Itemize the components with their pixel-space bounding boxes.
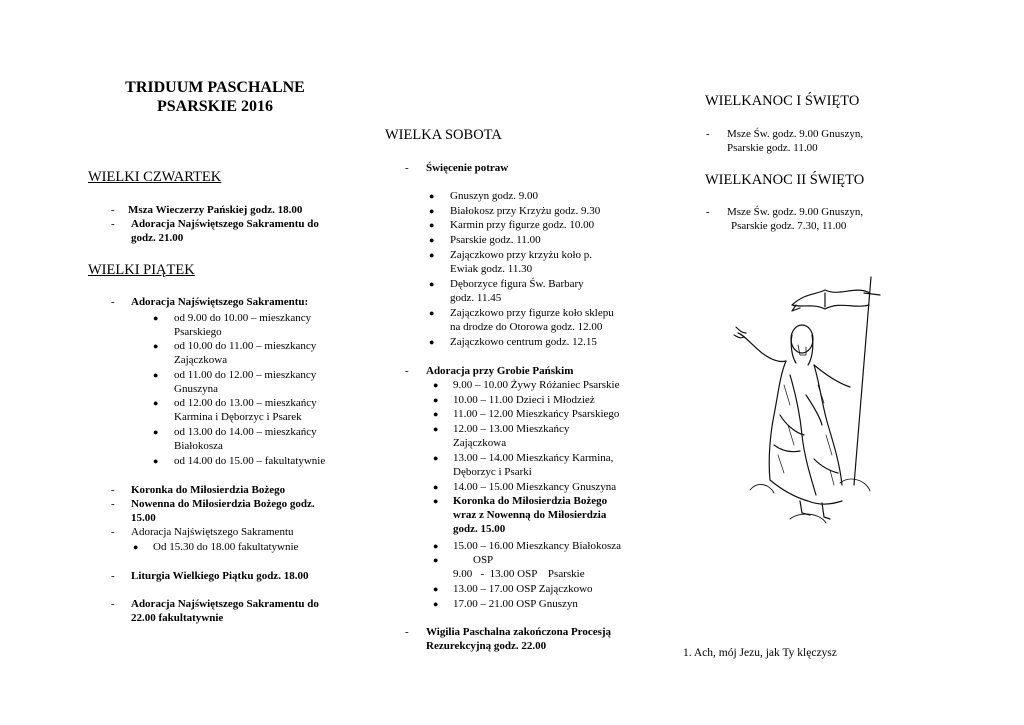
dash: -: [706, 206, 710, 218]
bullet-icon: ●: [153, 313, 159, 323]
dash: -: [111, 204, 115, 216]
friday-slot-cont: Zajączkowa: [174, 354, 228, 366]
place: Psarskie godz. 11.00: [450, 234, 541, 246]
grob-slot: 14.00 – 15.00 Mieszkancy Gnuszyna: [453, 481, 617, 493]
dash: -: [111, 598, 115, 610]
saturday-heading: WIELKA SOBOTA: [385, 127, 502, 143]
friday-slot-cont: Psarskiego: [174, 326, 222, 338]
grob-slot: 10.00 – 11.00 Dzieci i Młodzież: [453, 394, 595, 406]
grob-slot: 9.00 – 10.00 Żywy Różaniec Psarskie: [453, 379, 620, 391]
koronka: Koronka do Miłosierdzia Bożego: [131, 484, 286, 496]
adoracja-3-time: 22.00 fakultatywnie: [131, 612, 224, 624]
wigilia-time: Rezurekcyjną godz. 22.00: [426, 640, 547, 652]
dash: -: [111, 526, 115, 538]
grob-koronka: Koronka do Miłosierdzia Bożego: [453, 495, 608, 507]
bullet-icon: ●: [429, 337, 435, 347]
grob-slot: 17.00 – 21.00 OSP Gnuszyn: [453, 598, 578, 610]
grob-slot: 11.00 – 12.00 Mieszkańcy Psarskiego: [453, 408, 620, 420]
grob-heading: Adoracja przy Grobie Pańskim: [426, 365, 574, 377]
place-cont: Ewiak godz. 11.30: [450, 263, 533, 275]
bullet-icon: ●: [429, 308, 435, 318]
bullet-icon: ●: [429, 279, 435, 289]
thursday-adoration: Adoracja Najświętszego Sakramentu do: [131, 218, 319, 230]
grob-slot: 15.00 – 16.00 Mieszkancy Białokosza: [453, 540, 622, 552]
thursday-heading: WIELKI CZWARTEK: [88, 169, 222, 185]
grob-osp-psarskie: 9.00 - 13.00 OSP Psarskie: [453, 568, 585, 580]
bullet-icon: ●: [153, 398, 159, 408]
grob-osp: OSP: [473, 554, 494, 566]
friday-slot-cont: Gnuszyna: [174, 383, 218, 395]
place-cont: godz. 11.45: [450, 292, 502, 304]
friday-slot: od 12.00 do 13.00 – mieszkańcy: [174, 397, 317, 409]
song-line: 1. Ach, mój Jezu, jak Ty klęczysz: [683, 647, 837, 659]
dash: -: [405, 162, 409, 174]
place: Białokosz przy Krzyżu godz. 9.30: [450, 205, 601, 217]
nowenna: Nowenna do Miłosierdzia Bożego godz.: [131, 498, 315, 510]
bullet-icon: ●: [433, 555, 439, 565]
bullet-icon: ●: [433, 496, 439, 506]
easter-day1-mass: Msze Św. godz. 9.00 Gnuszyn,: [727, 128, 864, 140]
risen-christ-illustration: [730, 275, 890, 545]
adoracja-2: Adoracja Najświętszego Sakramentu: [131, 526, 294, 538]
thursday-mass: Msza Wieczerzy Pańskiej godz. 18.00: [128, 204, 303, 216]
dash: -: [405, 365, 409, 377]
bullet-icon: ●: [433, 424, 439, 434]
easter-day2-mass: Msze Św. godz. 9.00 Gnuszyn,: [727, 206, 864, 218]
wigilia: Wigilia Paschalna zakończona Procesją: [426, 626, 612, 638]
friday-slot: od 13.00 do 14.00 – mieszkańcy: [174, 426, 317, 438]
title-line-2: PSARSKIE 2016: [156, 98, 274, 115]
bullet-icon: ●: [133, 542, 139, 552]
easter-day1-heading: WIELKANOC I ŚWIĘTO: [705, 93, 860, 109]
grob-slot: 13.00 – 14.00 Mieszkańcy Karmina,: [453, 452, 614, 464]
friday-slot: od 9.00 do 10.00 – mieszkancy: [174, 312, 312, 324]
thursday-adoration-time: godz. 21.00: [131, 232, 184, 244]
grob-koronka-cont: wraz z Nowenną do Miłosierdzia: [453, 509, 607, 521]
easter-day1-mass-cont: Psarskie godz. 11.00: [727, 142, 818, 154]
dash: -: [111, 498, 115, 510]
bullet-icon: ●: [433, 584, 439, 594]
nowenna-time: 15.00: [131, 512, 156, 524]
bullet-icon: ●: [433, 409, 439, 419]
place-cont: na drodze do Otorowa godz. 12.00: [450, 321, 603, 333]
place: Zajączkowo przy krzyżu koło p.: [450, 249, 593, 261]
od-1530: Od 15.30 do 18.00 fakultatywnie: [153, 541, 299, 553]
dash: -: [111, 570, 115, 582]
place: Karmin przy figurze godz. 10.00: [450, 219, 595, 231]
adoracja-3: Adoracja Najświętszego Sakramentu do: [131, 598, 319, 610]
place: Gnuszyn godz. 9.00: [450, 190, 538, 202]
friday-slot: od 10.00 do 11.00 – mieszkancy: [174, 340, 317, 352]
bullet-icon: ●: [433, 599, 439, 609]
bullet-icon: ●: [153, 456, 159, 466]
friday-slot-cont: Białokosza: [174, 440, 223, 452]
place: Zajączkowo centrum godz. 12.15: [450, 336, 597, 348]
bullet-icon: ●: [429, 206, 435, 216]
bullet-icon: ●: [153, 370, 159, 380]
dash: -: [111, 296, 115, 308]
bullet-icon: ●: [433, 453, 439, 463]
dash: -: [706, 128, 710, 140]
dash: -: [111, 218, 115, 230]
easter-day2-heading: WIELKANOC II ŚWIĘTO: [705, 172, 865, 188]
easter-day2-mass-cont: Psarskie godz. 7.30, 11.00: [731, 220, 847, 232]
grob-koronka-time: godz. 15.00: [453, 523, 506, 535]
friday-slot: od 11.00 do 12.00 – mieszkancy: [174, 369, 317, 381]
swiecenie: Święcenie potraw: [426, 162, 509, 174]
friday-heading: WIELKI PIĄTEK: [88, 262, 195, 278]
bullet-icon: ●: [429, 235, 435, 245]
liturgia: Liturgia Wielkiego Piątku godz. 18.00: [131, 570, 309, 582]
bullet-icon: ●: [153, 427, 159, 437]
title-line-1: TRIDUUM PASCHALNE: [125, 79, 305, 96]
bullet-icon: ●: [433, 482, 439, 492]
friday-slot: od 14.00 do 15.00 – fakultatywnie: [174, 455, 326, 467]
dash: -: [405, 626, 409, 638]
bullet-icon: ●: [433, 541, 439, 551]
bullet-icon: ●: [429, 250, 435, 260]
bullet-icon: ●: [433, 395, 439, 405]
grob-slot-cont: Zajączkowa: [453, 437, 507, 449]
dash: -: [111, 484, 115, 496]
friday-slot-cont: Karmina i Dęborzyc i Psarek: [174, 411, 302, 423]
friday-adoration: Adoracja Najświętszego Sakramentu:: [131, 296, 309, 308]
place: Dęborzyce figura Św. Barbary: [450, 278, 584, 290]
bullet-icon: ●: [433, 380, 439, 390]
bullet-icon: ●: [429, 191, 435, 201]
grob-slot: 12.00 – 13.00 Mieszkańcy: [453, 423, 570, 435]
place: Zajączkowo przy figurze koło sklepu: [450, 307, 614, 319]
grob-slot: 13.00 – 17.00 OSP Zajączkowo: [453, 583, 593, 595]
bullet-icon: ●: [153, 341, 159, 351]
grob-slot-cont: Dęborzyc i Psarki: [453, 466, 532, 478]
bullet-icon: ●: [429, 220, 435, 230]
